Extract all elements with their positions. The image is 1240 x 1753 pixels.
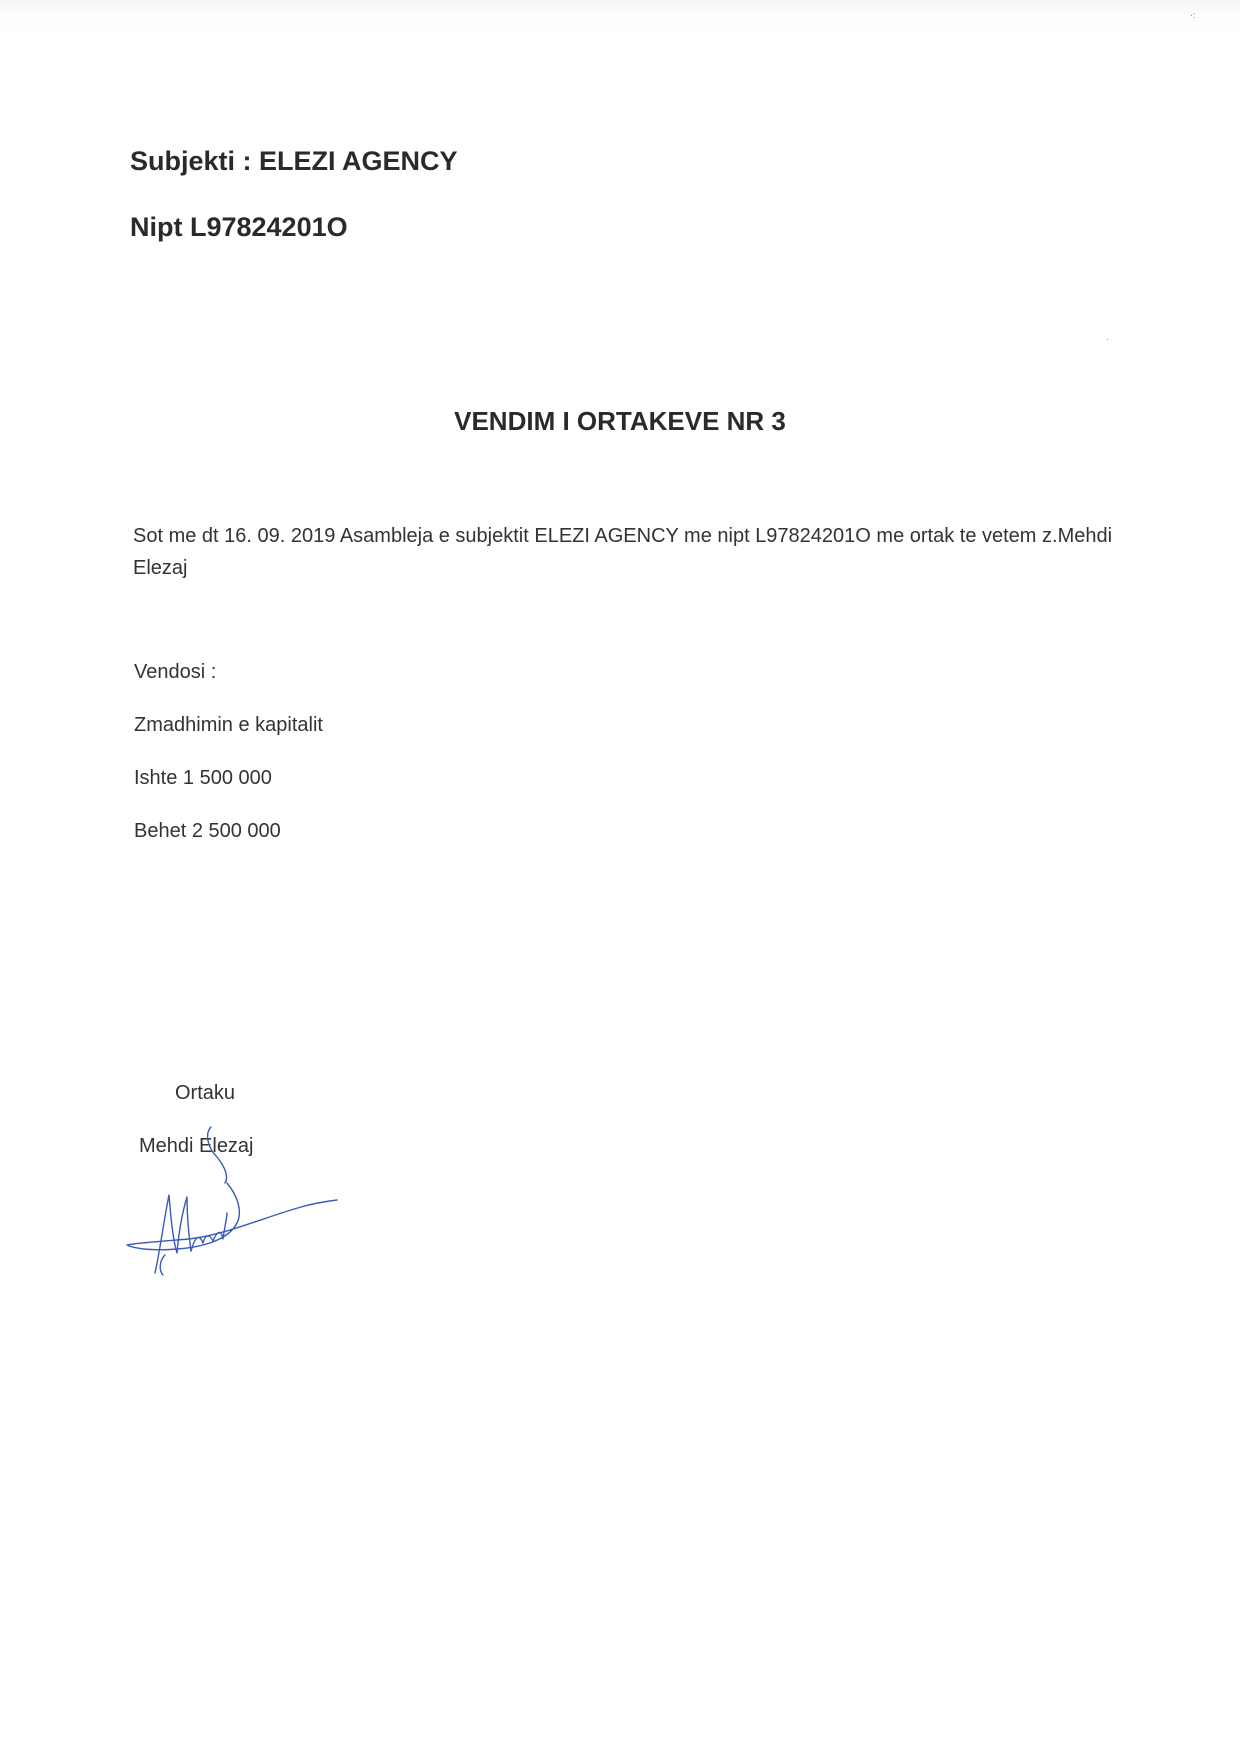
decision-item-previous-capital: Ishte 1 500 000 (134, 767, 272, 789)
handwritten-signature (125, 1125, 345, 1285)
decision-item-new-capital: Behet 2 500 000 (134, 820, 281, 842)
scan-speck: · (1106, 334, 1109, 344)
document-title: VENDIM I ORTAKEVE NR 3 (454, 406, 786, 436)
scan-edge-shading (0, 0, 1240, 36)
signatory-role: Ortaku (175, 1082, 236, 1104)
signatory-name: Mehdi Elezaj (139, 1135, 254, 1157)
intro-paragraph: Sot me dt 16. 09. 2019 Asambleja e subjektit ELEZI AGENCY me nipt L97824201O me ortak te vetem z.Mehdi Elezaj (133, 525, 1113, 579)
decision-label: Vendosi : (134, 661, 217, 683)
decision-item-capital-increase: Zmadhimin e kapitalit (134, 714, 323, 736)
scan-speck: ·: (1190, 10, 1196, 20)
nipt-heading: Nipt L97824201O (130, 212, 348, 242)
subject-heading: Subjekti : ELEZI AGENCY (130, 146, 458, 176)
